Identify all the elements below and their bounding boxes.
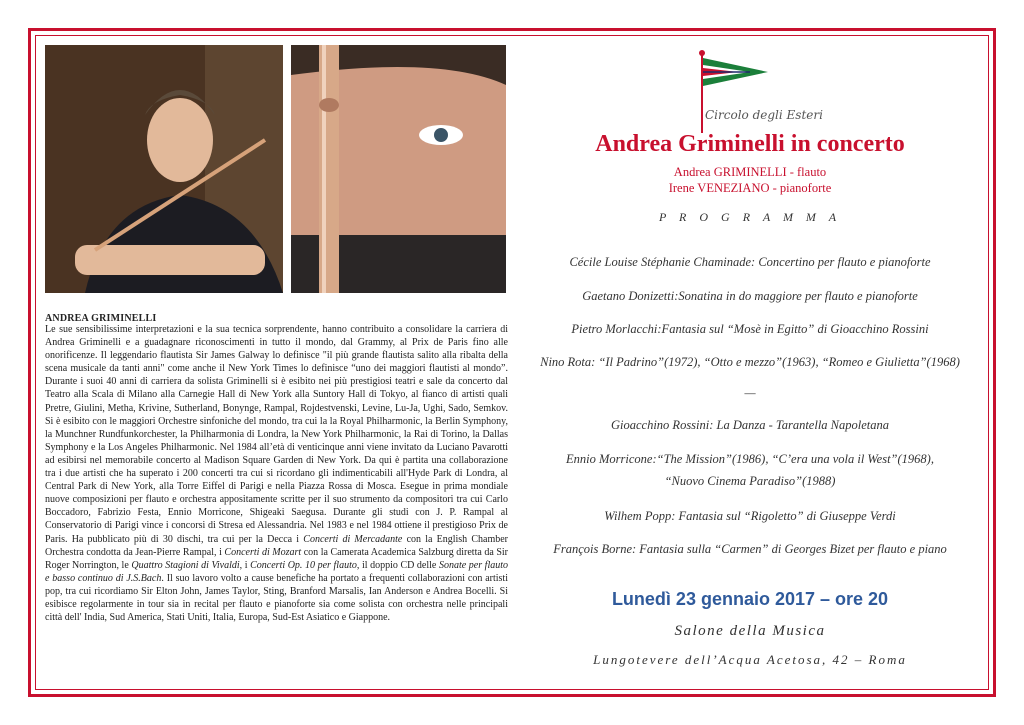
program-item-7: Wilhem Popp: Fantasia sul “Rigoletto” di Giuseppe Verdi [604,509,896,523]
program-item-6b: “Nuovo Cinema Paradiso”(1988) [664,474,836,488]
program-item-5: Gioacchino Rossini: La Danza - Tarantella Napoletana [610,418,889,432]
program-separator: — [744,386,756,400]
bio-text: Le sue sensibilissime interpretazioni e la sua tecnica sorprendente, hanno contribuito a consolidare la carriera di Andrea Griminelli e a guadagnare riconoscimenti in tutto il mondo, dal Grammy, al Prix de Paris fino alle onorificenze. Il leggendario flautista Sir James Galway lo definisce "il più grande flautista salito alla ribalta della scena musicale da tanti anni" come anche il New York Times lo definisce “uno dei maggiori flautisti al mondo”. Durante i suoi 40 anni di carriera da solista Griminelli si è esibito nei più prestigiosi teatri e sale da concerto dal Teatro alla Scala di Milano alla Carnegie Hall di New York alla Suntory Hall di Tokyo, al fianco di artisti quali Pretre, Giulini, Metha, Krivine, Sutherland, Bonynge, Rampal, Rojdestvenski, Levine, Lu-Ja, Ughi, Sado, Semkov. Si è esibito con le maggiori Orchestre sinfoniche del mondo, tra cui la la Royal Philharmonic, la Berlin Symphony, la Munchner Rundfunkorchester, la Philharmonia di Londra, la New York Philharmonic, la Rai di Torino, la Dallas Symphony e la Los Angeles Philharmonic. Nel 1984 all’età di venticinque anni viene invitato da Luciano Pavarotti ad esibirsi nel memorabile concerto al Madison Square Garden di New York. Da qui è partita una collaborazione tra i due artisti che ha superato i 200 concerti tra cui si ricordano gli indimenticabili all'Hyde Park di Londra, al Central Park di New York, alla Torre Eiffel di Parigi e nella Piazza Rossa di Mosca. Esegue in prima mondiale nuove composizioni per flauto e orchestra appositamente scritte per il suo strumento da compositori tra cui Carlo Boccadoro, Fabrizio Festa, Ennio Morricone, Shigeaki Saegusa. Durante gli studi con J. P. Rampal al Conservatorio di Parigi vince i concorsi di Stresa ed Alessandria. Nel 1983 e nel 1984 ottiene il prestigioso Prix de Paris. Ha pubblicato più di 30 dischi, tra cui per la Decca i Concerti di Mercadante con la English Chamber Orchestra condotta da Jean-Pierre Rampal, i Concerti di Mozart con la Camerata Academica Salzburg diretta da Sir Roger Norrington, le Quattro Stagioni di Vivaldi, i Concerti Op. 10 per flauto, il doppio CD delle Sonate per flauto e basso continuo di J.S.Bach. Il suo lavoro volto a cause benefiche ha portato a frequenti collaborazioni con artisti pop, tra cui ricordiamo Sir Elton John, James Taylor, Sting, Branford Marsalis, Ian Anderson e Andrea Bocelli. Si esibisce regolarmente in tour sia in recital per flauto e pianoforte sia come solista con orchestra nelle principali città dell' India, Sud America, Stati Uniti, Italia, Europa, Sud-Est Asiatico e Giappone. [45,324,509,624]
program-item-4: Nino Rota: “Il Padrino”(1972), “Otto e mezzo”(1963), “Romeo e Giulietta”(1968) [540,355,960,369]
event-address: Lungotevere dell’Acqua Acetosa, 42 – Roma [593,652,907,667]
performer-piano: Irene VENEZIANO - pianoforte [668,181,832,195]
program-item-8: François Borne: Fantasia sulla “Carmen” di Georges Bizet per flauto e piano [553,542,947,556]
event-venue: Salone della Musica [674,623,826,639]
programma-label: P R O G R A M M A [658,210,842,224]
circolo-flag-logo [690,48,790,138]
performer-flute: Andrea GRIMINELLI - flauto [673,165,827,179]
program-item-6a: Ennio Morricone:“The Mission”(1986), “C’era una vola il West”(1968), [566,452,934,466]
photo-griminelli-flute [291,45,506,293]
program-item-3: Pietro Morlacchi:Fantasia sul “Mosè in Egitto” di Gioacchino Rossini [571,322,929,336]
logo-caption: Circolo degli Esteri [705,108,823,122]
program-item-2: Gaetano Donizetti:Sonatina in do maggiore per flauto e pianoforte [582,289,918,303]
bio-title: ANDREA GRIMINELLI [45,313,157,324]
event-date-time: Lunedì 23 gennaio 2017 – ore 20 [611,589,889,609]
program-item-1: Cécile Louise Stéphanie Chaminade: Concertino per flauto e pianoforte [569,255,931,269]
concert-title: Andrea Griminelli in concerto [595,131,905,157]
photo-griminelli-portrait [45,45,283,293]
